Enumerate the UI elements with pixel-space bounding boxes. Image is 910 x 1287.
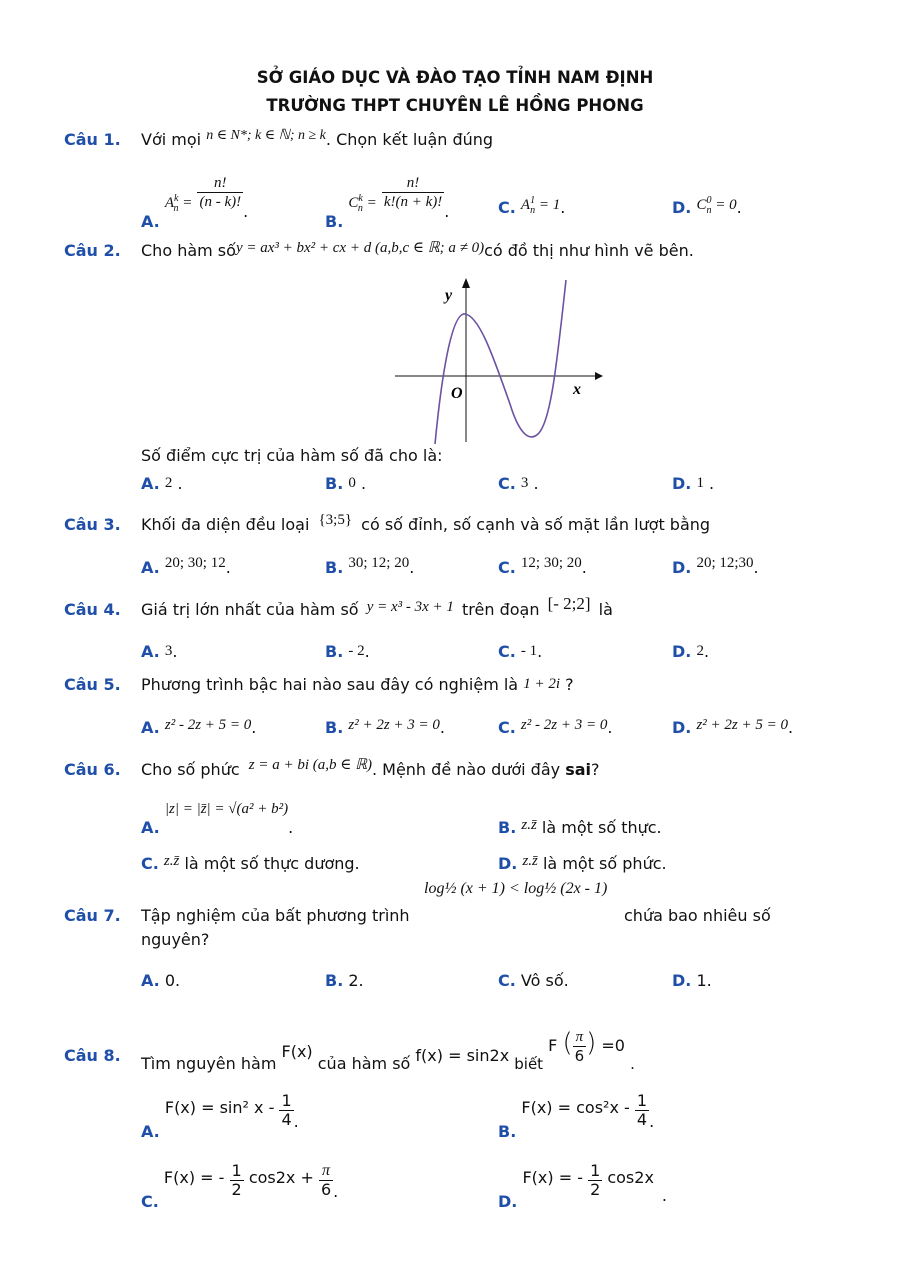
school-department-title: SỞ GIÁO DỤC VÀ ĐÀO TẠO TỈNH NAM ĐỊNH bbox=[256, 68, 654, 87]
option-b-label: B. bbox=[498, 818, 517, 837]
question-2-stem bbox=[141, 241, 694, 261]
question-7-stem-suffix: chứa bao nhiêu số bbox=[624, 906, 771, 925]
origin-label: O bbox=[451, 385, 463, 402]
option-c-label: C. bbox=[498, 198, 516, 217]
option-b-label: B. bbox=[325, 474, 344, 493]
option-c-value: z² - 2z + 3 = 0 bbox=[520, 717, 608, 733]
option-c-label: C. bbox=[498, 971, 516, 990]
option-d-value: 1 bbox=[696, 475, 704, 491]
option-d-label: D. bbox=[672, 474, 692, 493]
option-b-label: B. bbox=[325, 642, 344, 661]
option-d-fraction bbox=[588, 1162, 602, 1199]
option-d-text: là một số phức. bbox=[542, 854, 667, 873]
question-6-emphasis: sai bbox=[565, 760, 592, 779]
question-6-option-d[interactable] bbox=[498, 854, 667, 874]
question-8-option-a[interactable]: A. F(x) = sin² x - $\frac{1}{4}$ . bbox=[141, 1091, 299, 1141]
question-8-condition: F ( $\frac{\pi}{6}$ ) =0 bbox=[548, 1028, 631, 1065]
question-6-suffix: . Mệnh đề nào dưới đây bbox=[371, 760, 561, 779]
question-4-mid: trên đoạn bbox=[462, 600, 540, 619]
option-b-lhs: $C^k_n$ = bbox=[348, 193, 377, 214]
option-b-expression: z.z̄ bbox=[521, 817, 537, 833]
question-1-option-d[interactable]: D. $C^0_n = 0$. bbox=[672, 195, 742, 217]
question-2-option-d[interactable]: D. 1 . bbox=[672, 474, 715, 493]
question-2-option-b[interactable]: B. 0 . bbox=[325, 474, 367, 493]
option-b-numerator: n! bbox=[382, 174, 444, 193]
option-c-expression: z.z̄ bbox=[163, 853, 180, 869]
option-c-value: - 1 bbox=[520, 643, 538, 659]
question-2-function: y = ax³ + bx² + cx + d (a,b,c ∈ ℝ; a ≠ 0) bbox=[235, 240, 485, 256]
option-a-value: |z| = |z̄| = √(a² + b²) bbox=[164, 801, 289, 817]
question-5-label: Câu 5. bbox=[64, 675, 121, 694]
option-b-value: 30; 12; 20 bbox=[348, 555, 410, 571]
option-c-lhs: F(x) = - bbox=[163, 1168, 225, 1187]
question-7-inequality: log½ (x + 1) < log½ (2x - 1) bbox=[424, 880, 608, 897]
option-a-lhs-text: A bbox=[164, 195, 175, 211]
question-8-function: f(x) = sin2x bbox=[415, 1046, 510, 1065]
question-3-label: Câu 3. bbox=[64, 515, 121, 534]
question-1-option-b[interactable]: B. $C^k_n$ = $\frac{n!}{k!(n + k)!}$ . bbox=[325, 175, 450, 231]
question-5-option-c[interactable]: C. z² - 2z + 3 = 0. bbox=[498, 717, 613, 737]
option-a-denominator: 4 bbox=[281, 1110, 292, 1129]
cubic-curve bbox=[435, 280, 566, 444]
option-c-label: C. bbox=[498, 718, 516, 737]
option-a-fraction bbox=[197, 174, 243, 211]
question-4-option-d[interactable]: D. 2. bbox=[672, 642, 710, 661]
question-8-stem: Tìm nguyên hàm F(x) của hàm số f(x) = sin2x biết F ( $\frac{\pi}{6}$ ) =0 . bbox=[141, 1028, 635, 1073]
option-a-denominator: (n - k)! bbox=[199, 194, 242, 210]
question-3-prefix: Khối đa diện đều loại bbox=[141, 515, 310, 534]
option-a-numerator: n! bbox=[197, 174, 243, 193]
option-b-denominator: k!(n + k)! bbox=[383, 194, 443, 210]
question-1-stem bbox=[141, 130, 493, 150]
option-d-label: D. bbox=[672, 718, 692, 737]
question-7-option-a[interactable] bbox=[141, 971, 180, 990]
question-6-prefix: Cho số phức bbox=[141, 760, 240, 779]
option-b-label: B. bbox=[325, 971, 344, 990]
option-c-label: C. bbox=[141, 854, 159, 873]
question-5-suffix: ? bbox=[565, 675, 574, 694]
option-a-value: 2 bbox=[164, 475, 173, 491]
question-5-option-d[interactable]: D. z² + 2z + 5 = 0. bbox=[672, 717, 794, 737]
question-1-condition: n ∈ N*; k ∈ ℕ; n ≥ k bbox=[206, 128, 326, 143]
option-a-label: A. bbox=[141, 818, 160, 837]
option-c-value: 12; 30; 20 bbox=[520, 555, 582, 571]
question-1-prefix: Với mọi bbox=[141, 130, 202, 149]
question-4-interval: [- 2;2] bbox=[547, 594, 591, 613]
option-d-label: D. bbox=[498, 1192, 518, 1211]
question-8-option-d[interactable]: D. F(x) = - $\frac{1}{2}$ cos2x. bbox=[498, 1161, 668, 1211]
question-6-option-b[interactable] bbox=[498, 818, 662, 838]
option-c-label: C. bbox=[141, 1192, 159, 1211]
question-5-prefix: Phương trình bậc hai nào sau đây có nghiệm là bbox=[141, 675, 519, 694]
question-6-option-c[interactable] bbox=[141, 854, 360, 874]
option-b-fraction bbox=[382, 174, 444, 211]
question-3-polyhedron-type: {3;5} bbox=[318, 512, 353, 528]
question-7-option-d[interactable] bbox=[672, 971, 712, 990]
option-c-fraction-2 bbox=[319, 1162, 333, 1199]
option-c-fraction-1 bbox=[230, 1162, 244, 1199]
option-b-value: - 2 bbox=[348, 643, 365, 659]
option-a-value: 0. bbox=[164, 971, 181, 990]
question-3-option-b[interactable]: B. 30; 12; 20. bbox=[325, 555, 415, 577]
option-d-numerator: 1 bbox=[590, 1161, 601, 1180]
question-4-suffix: là bbox=[598, 600, 613, 619]
option-a-label: A. bbox=[141, 212, 160, 231]
question-2-option-a[interactable]: A. 2 . bbox=[141, 474, 183, 493]
question-1-option-c[interactable]: C. $A^1_n = 1$. bbox=[498, 195, 566, 217]
option-a-numerator: 1 bbox=[281, 1091, 292, 1110]
question-3-suffix: có số đỉnh, số cạnh và số mặt lần lượt bằng bbox=[361, 515, 711, 534]
question-4-label: Câu 4. bbox=[64, 600, 121, 619]
question-1-suffix: . Chọn kết luận đúng bbox=[325, 130, 494, 149]
option-b-lhs: F(x) = cos²x - bbox=[521, 1098, 630, 1117]
x-axis-arrow bbox=[595, 372, 603, 380]
question-7-stem-prefix: Tập nghiệm của bất phương trình bbox=[141, 906, 410, 925]
option-b-text: là một số thực. bbox=[541, 818, 662, 837]
option-a-label: A. bbox=[141, 718, 160, 737]
option-a-value: 3 bbox=[164, 643, 173, 659]
question-2-prefix: Cho hàm số bbox=[141, 241, 236, 260]
question-8-option-b[interactable]: B. F(x) = cos²x - $\frac{1}{4}$ . bbox=[498, 1091, 655, 1141]
option-a-value: z² - 2z + 5 = 0 bbox=[164, 717, 252, 733]
question-4-function: y = x³ - 3x + 1 bbox=[366, 599, 454, 615]
school-name-title: TRƯỜNG THPT CHUYÊN LÊ HỒNG PHONG bbox=[266, 96, 644, 115]
option-d-label: D. bbox=[672, 642, 692, 661]
question-4-stem bbox=[141, 594, 613, 620]
question-6-stem bbox=[141, 757, 600, 780]
option-d-label: D. bbox=[672, 558, 692, 577]
question-2-suffix: có đồ thị như hình vẽ bên. bbox=[484, 241, 694, 260]
option-a-label: A. bbox=[141, 1122, 160, 1141]
question-7-option-c[interactable] bbox=[498, 971, 569, 990]
option-a-label: A. bbox=[141, 642, 160, 661]
option-d-label: D. bbox=[672, 971, 692, 990]
question-8-condition-prefix: biết bbox=[514, 1055, 544, 1073]
option-c-value: = 1 bbox=[538, 197, 561, 213]
question-5-root: 1 + 2i bbox=[523, 676, 560, 692]
option-b-value: z² + 2z + 3 = 0 bbox=[348, 717, 440, 733]
option-c-denominator-1: 2 bbox=[231, 1180, 242, 1199]
question-2-option-c[interactable]: C. 3 . bbox=[498, 474, 539, 493]
option-d-label: D. bbox=[672, 198, 692, 217]
x-axis-label: x bbox=[573, 381, 581, 398]
question-3-stem bbox=[141, 512, 711, 535]
question-8-prefix: Tìm nguyên hàm bbox=[141, 1054, 277, 1073]
question-5-stem bbox=[141, 675, 574, 695]
question-4-option-b[interactable]: B. - 2. bbox=[325, 642, 370, 661]
option-d-label: D. bbox=[498, 854, 518, 873]
y-axis-arrow bbox=[462, 278, 470, 288]
y-axis-label: y bbox=[445, 287, 453, 304]
question-5-option-a[interactable]: A. z² - 2z + 5 = 0. bbox=[141, 717, 257, 737]
option-a-label: A. bbox=[141, 558, 160, 577]
question-6-expression: z = a + bi (a,b ∈ ℝ) bbox=[248, 757, 372, 773]
question-2-question: Số điểm cực trị của hàm số đã cho là: bbox=[141, 446, 443, 465]
option-d-mid: cos2x bbox=[607, 1168, 654, 1187]
option-c-numerator-2: π bbox=[319, 1162, 333, 1181]
option-b-fraction bbox=[635, 1092, 649, 1129]
option-a-lhs: $A^k_n$ = bbox=[164, 193, 193, 214]
question-8-antiderivative: F(x) bbox=[281, 1042, 313, 1061]
option-d-value: 20; 12;30 bbox=[696, 555, 754, 571]
question-7-label: Câu 7. bbox=[64, 906, 121, 925]
question-3-option-d[interactable]: D. 20; 12;30. bbox=[672, 555, 759, 577]
option-d-value: = 0 bbox=[715, 197, 737, 213]
option-d-value: 1. bbox=[696, 971, 712, 990]
question-6-label: Câu 6. bbox=[64, 760, 121, 779]
option-c-value: 3 bbox=[520, 475, 529, 491]
question-3-option-c[interactable]: C. 12; 30; 20. bbox=[498, 555, 587, 577]
option-b-label: B. bbox=[325, 212, 344, 231]
option-b-value: 0 bbox=[348, 475, 356, 491]
option-b-label: B. bbox=[325, 718, 344, 737]
option-c-label: C. bbox=[498, 474, 516, 493]
question-6-option-a[interactable]: A. |z| = |z̄| = √(a² + b²). bbox=[141, 801, 294, 837]
question-2-label: Câu 2. bbox=[64, 241, 121, 260]
question-4-option-a[interactable]: A. 3. bbox=[141, 642, 178, 661]
option-c-numerator-1: 1 bbox=[231, 1161, 242, 1180]
option-c-denominator-2: 6 bbox=[320, 1180, 332, 1199]
option-b-lhs-text: C bbox=[348, 195, 359, 211]
option-c-label: C. bbox=[498, 642, 516, 661]
option-c-expression: $A^1_n = 1$ bbox=[520, 195, 561, 216]
option-d-denominator: 2 bbox=[590, 1180, 601, 1199]
question-8-option-c[interactable]: C. F(x) = - $\frac{1}{2}$ cos2x + $\frac{\pi}{6}$ . bbox=[141, 1161, 339, 1211]
option-d-value: 2 bbox=[696, 643, 704, 659]
question-1-option-a[interactable]: A. $A^k_n$ = $\frac{n!}{(n - k)!}$ . bbox=[141, 175, 249, 231]
option-a-label: A. bbox=[141, 971, 160, 990]
option-c-mid: cos2x + bbox=[248, 1168, 314, 1187]
question-4-option-c[interactable]: C. - 1. bbox=[498, 642, 543, 661]
option-d-value: z² + 2z + 5 = 0 bbox=[696, 717, 788, 733]
option-a-lhs: F(x) = sin² x - bbox=[164, 1098, 275, 1117]
option-d-expression: z.z̄ bbox=[522, 853, 538, 869]
option-d-lhs: F(x) = - bbox=[522, 1168, 583, 1187]
option-a-value: 20; 30; 12 bbox=[164, 555, 226, 571]
question-4-prefix: Giá trị lớn nhất của hàm số bbox=[141, 600, 359, 619]
cubic-function-graph bbox=[385, 272, 605, 447]
question-7-option-b[interactable] bbox=[325, 971, 364, 990]
option-a-label: A. bbox=[141, 474, 160, 493]
question-3-option-a[interactable]: A. 20; 30; 12. bbox=[141, 555, 231, 577]
question-8-mid: của hàm số bbox=[317, 1054, 411, 1073]
option-b-denominator: 4 bbox=[636, 1110, 648, 1129]
option-b-label: B. bbox=[325, 558, 344, 577]
option-c-label: C. bbox=[498, 558, 516, 577]
option-b-numerator: 1 bbox=[636, 1091, 648, 1110]
question-6-end: ? bbox=[591, 760, 600, 779]
question-7-stem-line2: nguyên? bbox=[141, 930, 210, 949]
option-d-expression: $C^0_n = 0$ bbox=[696, 195, 737, 216]
option-c-text: là một số thực dương. bbox=[184, 854, 360, 873]
option-b-value: 2. bbox=[348, 971, 364, 990]
question-5-option-b[interactable]: B. z² + 2z + 3 = 0. bbox=[325, 717, 446, 737]
question-1-label: Câu 1. bbox=[64, 130, 121, 149]
question-8-label: Câu 8. bbox=[64, 1046, 121, 1065]
option-c-value: Vô số. bbox=[520, 971, 569, 990]
option-b-label: B. bbox=[498, 1122, 517, 1141]
option-a-fraction bbox=[279, 1092, 293, 1129]
